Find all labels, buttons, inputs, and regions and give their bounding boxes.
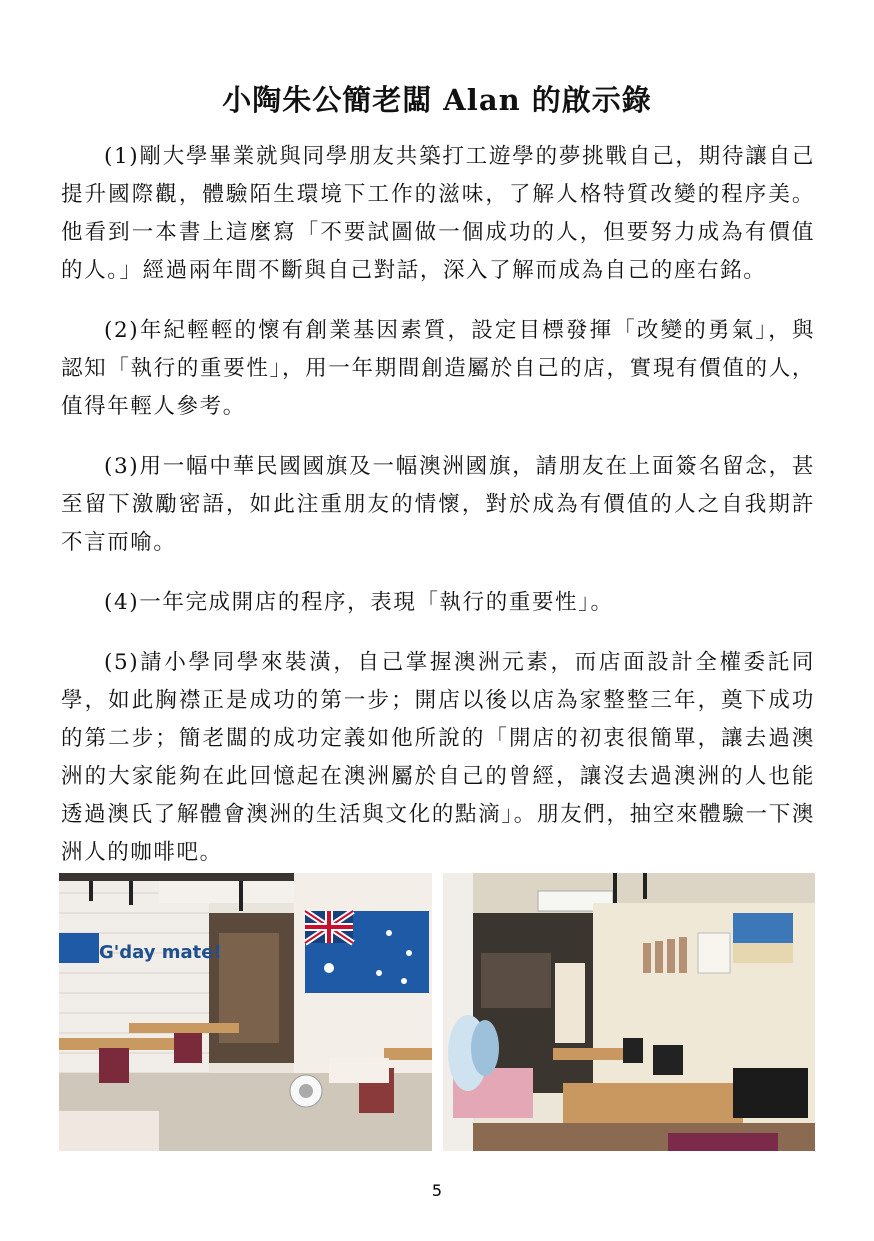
cafe-sign-text: G'day mate! [99,942,222,963]
paragraph-3: (3)用一幅中華民國國旗及一幅澳洲國旗，請朋友在上面簽名留念，甚至留下激勵密語，如此注重朋友的情懷，對於成為有價值的人之自我期許不言而喻。 [61,454,815,555]
page-number: 5 [431,1181,443,1200]
cafe-interior-photo-left [59,873,432,1151]
paragraph-5: (5)請小學同學來裝潢，自己掌握澳洲元素，而店面設計全權委託同學，如此胸襟正是成功的第一步；開店以後以店為家整整三年，奠下成功的第二步；簡老闆的成功定義如他所說的「開店的初衷很簡單，讓去過澳洲的大家能夠在此回憶起在澳洲屬於自己的曾經，讓沒去過澳洲的人也能透過澳氏了解體會澳洲的生活與文化的點滴」。朋友們，抽空來體驗一下澳洲人的咖啡吧。 [61,650,815,865]
paragraph-4: (4)一年完成開店的程序，表現「執行的重要性」。 [104,590,614,615]
article-body [61,138,815,894]
cafe-interior-photo-right [443,873,815,1151]
page-title: 小陶朱公簡老闆 Alan 的啟示錄 [222,83,652,117]
paragraph-2: (2)年紀輕輕的懷有創業基因素質，設定目標發揮「改變的勇氣」，與認知「執行的重要性」，用一年期間創造屬於自己的店，實現有價值的人，值得年輕人參考。 [61,318,815,419]
paragraph-1: (1)剛大學畢業就與同學朋友共築打工遊學的夢挑戰自己，期待讓自己提升國際觀，體驗陌生環境下工作的滋味，了解人格特質改變的程序美。他看到一本書上這麼寫「不要試圖做一個成功的人，但要努力成為有價值的人。」經過兩年間不斷與自己對話，深入了解而成為自己的座右銘。 [61,144,815,283]
